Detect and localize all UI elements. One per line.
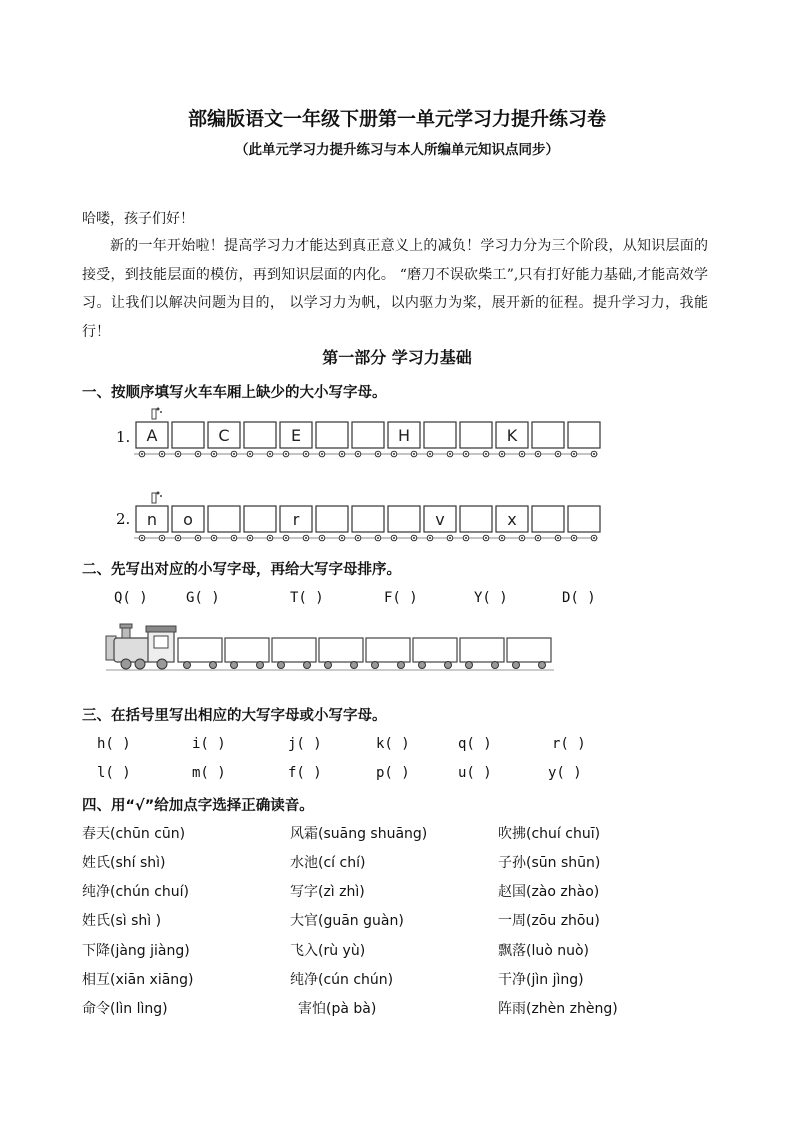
part1-title: 第一部分 学习力基础: [322, 348, 472, 367]
locomotive-icon: [106, 624, 176, 669]
q3-r2-item: y( ): [548, 765, 582, 781]
train2-car: [496, 506, 528, 541]
q3-r2-item: p( ): [376, 765, 410, 781]
q4-cell: 大官(guān guàn): [290, 913, 404, 929]
q4-heading: 四、用“√”给加点字选择正确读音。: [82, 798, 314, 814]
q4-cell: 干净(jìn jìng): [498, 972, 584, 988]
locomotive-car: [507, 638, 551, 669]
page-subtitle: （此单元学习力提升练习与本人所编单元知识点同步）: [235, 142, 559, 158]
intro-paragraph: 新的一年开始啦！提高学习力才能达到真正意义上的减负！学习力分为三个阶段，从知识层面的接受，到技能层面的模仿，再到知识层面的内化。 “磨刀不误砍柴工”,只有打好能力基础,才能高效学习。让我们以解决问题为目的， 以学习力为帆，以内驱力为桨，展开新的征程。提升学习力，我能行！: [82, 238, 708, 340]
q4-cell: 春天(chūn cūn): [82, 826, 186, 842]
train1-chimney-icon: [152, 408, 162, 420]
greeting: 哈喽，孩子们好！: [82, 211, 194, 227]
q2-heading: 二、先写出对应的小写字母，再给大写字母排序。: [82, 562, 401, 578]
train2-chimney-icon: [152, 492, 162, 504]
train2: [132, 490, 602, 552]
locomotive-car: [272, 638, 316, 669]
q3-r2-item: f( ): [288, 765, 322, 781]
q3-r1-item: k( ): [376, 736, 410, 752]
locomotive-car: [319, 638, 363, 669]
q4-cell: 飞入(rù yù): [290, 943, 366, 959]
q3-r1-item: j( ): [288, 736, 322, 752]
q3-r2-item: m( ): [192, 765, 226, 781]
q3-r1-item: q( ): [458, 736, 492, 752]
train2-car: [244, 506, 276, 541]
q2-item-y: Y( ): [474, 590, 508, 606]
q2-item-q: Q( ): [114, 590, 148, 606]
q4-cell: 相互(xiān xiāng): [82, 972, 194, 988]
train1-car: [460, 422, 492, 457]
train2-car: [208, 506, 240, 541]
q4-cell: 姓氏(sì shì ): [82, 913, 162, 929]
train1-car: [352, 422, 384, 457]
train2-car: [352, 506, 384, 541]
train2-car: [460, 506, 492, 541]
q2-item-d: D( ): [562, 590, 596, 606]
locomotive-car: [225, 638, 269, 669]
q4-cell: 命令(lìn lìng): [82, 1001, 168, 1017]
q2-item-g: G( ): [186, 590, 220, 606]
q4-cell: 纯净(cún chún): [290, 972, 394, 988]
train1: [132, 406, 602, 468]
train1-car-letter: A: [146, 426, 158, 445]
train1-label: 1.: [116, 428, 131, 446]
train2-car-letter: v: [435, 510, 445, 529]
q4-cell: 赵国(zào zhào): [498, 884, 600, 900]
q4-cell: 风霜(suāng shuāng): [290, 826, 428, 842]
train1-car-letter: K: [506, 426, 518, 445]
q3-r1-item: h( ): [97, 736, 131, 752]
train2-car: [568, 506, 600, 541]
q4-cell: 阵雨(zhèn zhèng): [498, 1001, 618, 1017]
train2-car-letter: n: [146, 510, 158, 529]
locomotive-train: [104, 620, 556, 676]
q3-r1-item: i( ): [192, 736, 226, 752]
q2-item-t: T( ): [290, 590, 324, 606]
train1-car: [568, 422, 600, 457]
q4-cell: 子孙(sūn shūn): [498, 855, 601, 871]
locomotive-car: [178, 638, 222, 669]
locomotive-car: [460, 638, 504, 669]
train1-car: [532, 422, 564, 457]
q3-r2-item: l( ): [97, 765, 131, 781]
train2-car-letter: o: [183, 510, 193, 529]
q4-cell: 纯净(chún chuí): [82, 884, 190, 900]
train1-car: [208, 422, 240, 457]
train2-car: [388, 506, 420, 541]
train2-car: [172, 506, 204, 541]
train1-car-letter: C: [218, 426, 230, 445]
train1-car: [244, 422, 276, 457]
train1-car: [388, 422, 420, 457]
train1-car-letter: H: [397, 426, 411, 445]
train2-car: [280, 506, 312, 541]
q3-r2-item: u( ): [458, 765, 492, 781]
q4-cell: 写字(zì zhì): [290, 884, 365, 900]
q3-heading: 三、在括号里写出相应的大写字母或小写字母。: [82, 708, 387, 724]
q4-cell: 一周(zōu zhōu): [498, 913, 600, 929]
q2-item-f: F( ): [384, 590, 418, 606]
train2-car: [424, 506, 456, 541]
q3-r1-item: r( ): [552, 736, 586, 752]
q4-cell: 飘落(luò nuò): [498, 943, 590, 959]
train2-label: 2.: [116, 510, 131, 528]
train1-car-letter: E: [290, 426, 302, 445]
train2-car-letter: r: [292, 510, 300, 529]
train1-car: [172, 422, 204, 457]
q4-cell: 姓氏(shí shì): [82, 855, 166, 871]
q4-cell: 下降(jàng jiàng): [82, 943, 190, 959]
train1-car: [424, 422, 456, 457]
train1-car: [280, 422, 312, 457]
train2-car-letter: x: [507, 510, 517, 529]
q4-cell: 水池(cí chí): [290, 855, 366, 871]
train2-car: [136, 506, 168, 541]
q4-cell: 害怕(pà bà): [298, 1001, 377, 1017]
train2-car: [532, 506, 564, 541]
train2-car: [316, 506, 348, 541]
q1-heading: 一、按顺序填写火车车厢上缺少的大小写字母。: [82, 385, 387, 401]
train1-car: [496, 422, 528, 457]
locomotive-car: [413, 638, 457, 669]
train1-car: [316, 422, 348, 457]
page-title: 部编版语文一年级下册第一单元学习力提升练习卷: [187, 108, 606, 130]
q4-cell: 吹拂(chuí chuī): [498, 826, 601, 842]
locomotive-car: [366, 638, 410, 669]
train1-car: [136, 422, 168, 457]
